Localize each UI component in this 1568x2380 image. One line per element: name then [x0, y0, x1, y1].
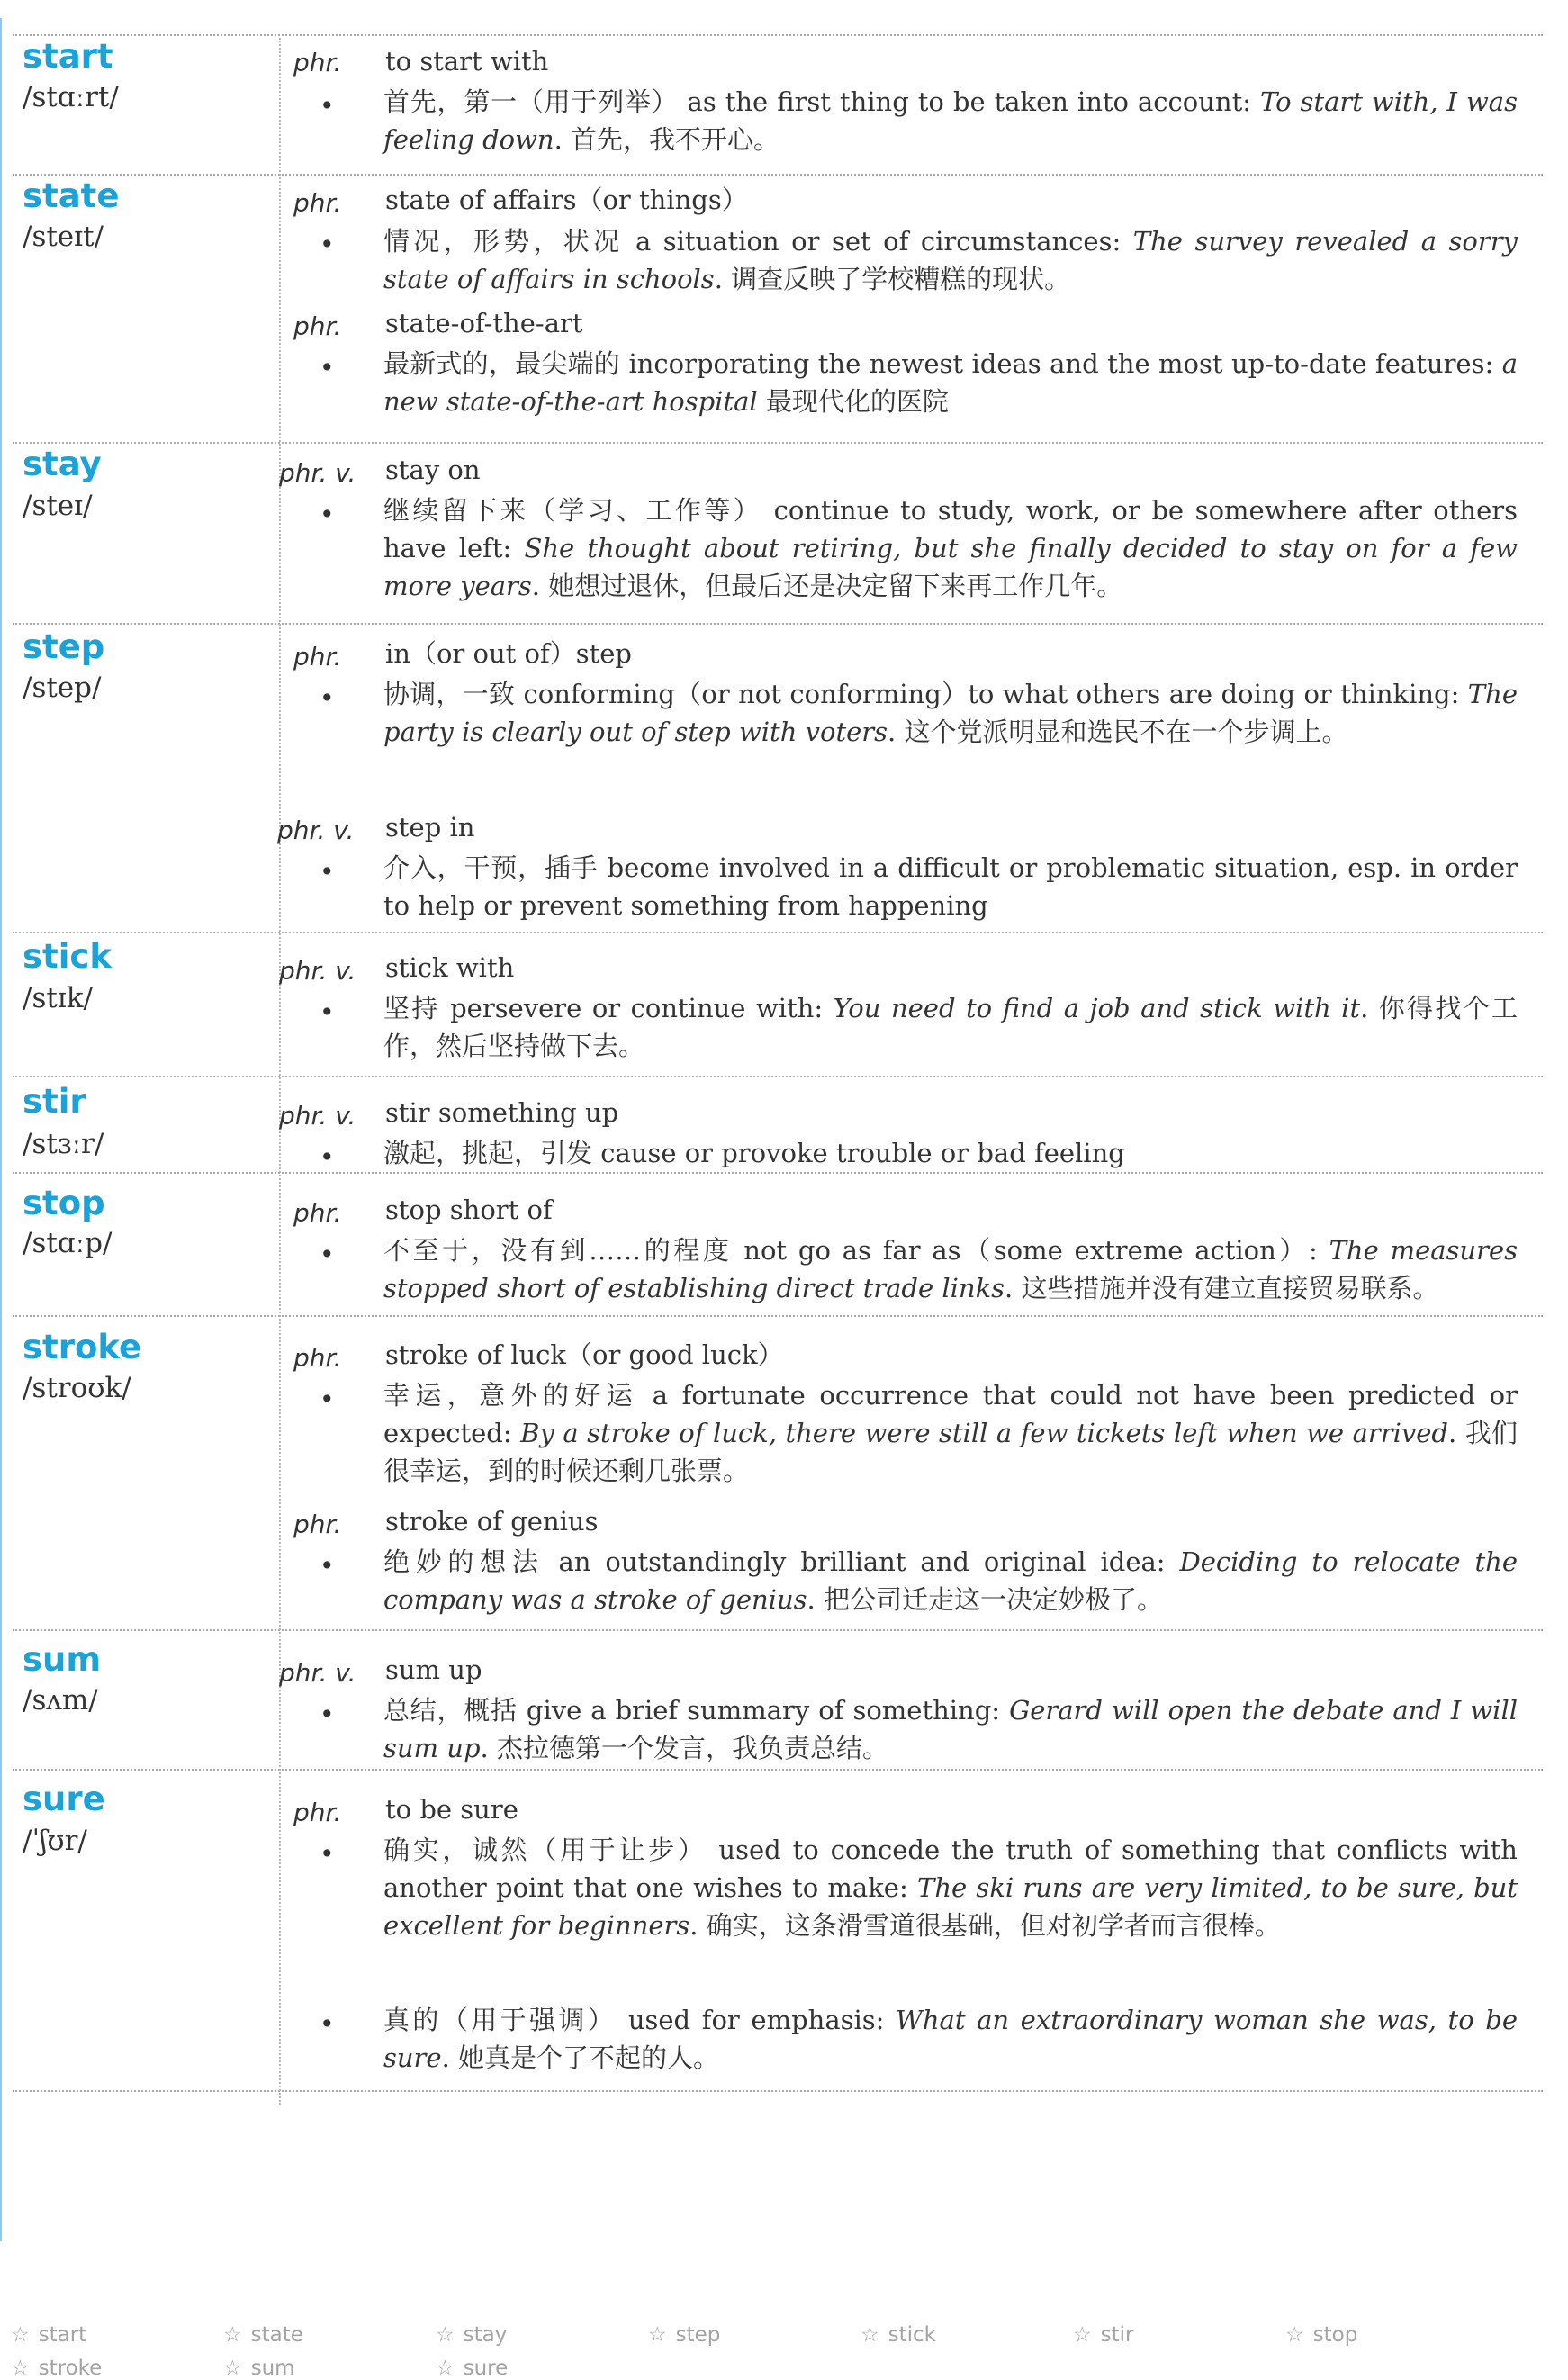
phrase-to-be-sure: to be sure — [385, 1794, 518, 1825]
phrase-to-start-with: to start with — [385, 46, 549, 77]
pronunciation-step: /step/ — [23, 672, 102, 704]
gloss-zh: 确实，诚然（用于让步） — [383, 1835, 707, 1865]
entry-separator — [13, 1172, 1543, 1174]
star-icon: ☆ — [1285, 2323, 1304, 2347]
headword-stick: stick — [23, 937, 112, 976]
gloss-zh: 继续留下来（学习、工作等） — [383, 495, 763, 526]
bullet: • — [320, 997, 335, 1027]
pos-label: phr. v. — [277, 816, 355, 845]
definition-stick-with — [383, 989, 1518, 1065]
entry-separator — [13, 1315, 1543, 1317]
pos-label: phr. — [293, 1510, 342, 1539]
gloss-en: continue to study, work, or be somewhere after others have left: — [383, 495, 1518, 563]
bullet: • — [320, 1839, 335, 1869]
translation: . 首先，我不开心。 — [554, 124, 780, 155]
translation: . 这个党派明显和选民不在一个步调上。 — [888, 717, 1348, 747]
gloss-en: used to concede the truth of something that conflicts with another point that one wishes to make: — [383, 1835, 1518, 1903]
gloss-zh: 介入，干预，插手 — [383, 852, 599, 883]
example: The measures stopped short of establishing direct trade links — [383, 1235, 1518, 1303]
entry-separator — [13, 623, 1543, 625]
entry-separator — [13, 174, 1543, 176]
definition-stroke-of-luck — [383, 1376, 1518, 1490]
star-icon: ☆ — [436, 2323, 455, 2347]
headword-stay: stay — [23, 445, 102, 483]
gloss-en: a fortunate occurrence that could not have been predicted or expected: — [383, 1380, 1518, 1448]
nav-link-stay[interactable]: ☆ stay — [436, 2323, 508, 2347]
gloss-en: conforming（or not conforming）to what others are doing or thinking: — [515, 679, 1468, 709]
bullet: • — [320, 500, 335, 529]
entry-separator — [13, 1769, 1543, 1771]
gloss-en: persevere or continue with: — [439, 993, 834, 1023]
example: She thought about retiring, but she finally decided to stay on for a few more years — [383, 533, 1518, 601]
gloss-zh: 真的（用于强调） — [383, 2005, 617, 2035]
example: The survey revealed a sorry state of affairs in schools — [383, 226, 1518, 294]
example: The ski runs are very limited, to be sure, but excellent for beginners — [383, 1872, 1518, 1941]
nav-link-stop[interactable]: ☆ stop — [1285, 2323, 1358, 2347]
translation: . 调查反映了学校糟糕的现状。 — [714, 264, 1071, 294]
definition-state-of-the-art — [383, 345, 1518, 420]
translation: . 你得找个工作，然后坚持做下去。 — [383, 993, 1518, 1061]
phrase-stroke-of-luck: stroke of luck（or good luck） — [385, 1339, 784, 1370]
bullet: • — [320, 230, 335, 259]
entry-separator — [13, 2090, 1543, 2092]
example: Deciding to relocate the company was a stroke of genius — [383, 1546, 1518, 1615]
gloss-zh: 情况，形势，状况 — [383, 226, 624, 257]
bullet: • — [320, 1384, 335, 1414]
nav-link-start[interactable]: ☆ start — [11, 2323, 87, 2347]
pronunciation-sum: /sʌm/ — [23, 1684, 98, 1717]
gloss-zh: 坚持 — [383, 993, 440, 1023]
definition-sum-up — [383, 1691, 1518, 1767]
star-icon: ☆ — [1073, 2323, 1092, 2347]
entry-separator — [13, 442, 1543, 444]
definition-state-of-affairs — [383, 222, 1518, 298]
pos-label: phr. — [293, 1798, 342, 1827]
pos-label: phr. — [293, 48, 342, 77]
translation: 最现代化的医院 — [757, 386, 949, 417]
bullet: • — [320, 2009, 335, 2039]
phrase-stay-on: stay on — [385, 455, 481, 485]
gloss-en: incorporating the newest ideas and the most up-to-date features: — [620, 348, 1502, 379]
gloss-en: a situation or set of circumstances: — [623, 226, 1133, 257]
star-icon: ☆ — [436, 2357, 455, 2380]
gloss-zh: 协调，一致 — [383, 679, 516, 709]
translation: . 这些措施并没有建立直接贸易联系。 — [1005, 1273, 1439, 1303]
gloss-en: give a brief summary of something: — [517, 1695, 1010, 1726]
nav-link-sum[interactable]: ☆ sum — [223, 2357, 295, 2380]
pos-label: phr. v. — [279, 1101, 356, 1131]
translation: . 她想过退休，但最后还是决定留下来再工作几年。 — [531, 571, 1123, 601]
gloss-en: cause or provoke trouble or bad feeling — [592, 1138, 1125, 1168]
gloss-zh: 最新式的，最尖端的 — [383, 348, 621, 379]
translation: . 我们很幸运，到的时候还剩几张票。 — [383, 1418, 1518, 1486]
bullet: • — [320, 1551, 335, 1581]
phrase-state-of-the-art: state-of-the-art — [385, 308, 583, 338]
column-divider — [279, 38, 281, 2105]
bullet: • — [320, 1699, 335, 1729]
translation: . 把公司迁走这一决定妙极了。 — [807, 1584, 1163, 1615]
definition-to-be-sure-emphasis — [383, 2001, 1518, 2077]
example: You need to find a job and stick with it — [833, 993, 1361, 1023]
entry-separator — [13, 1076, 1543, 1077]
nav-link-stick[interactable]: ☆ stick — [861, 2323, 936, 2347]
headword-stroke: stroke — [23, 1328, 142, 1366]
bullet: • — [320, 857, 335, 887]
gloss-en: not go as far as（some extreme action）: — [732, 1235, 1329, 1266]
pronunciation-stroke: /stroʊk/ — [23, 1372, 131, 1404]
definition-stroke-of-genius — [383, 1543, 1518, 1618]
bullet: • — [320, 91, 335, 121]
bullet: • — [320, 683, 335, 713]
phrase-stroke-of-genius: stroke of genius — [385, 1506, 599, 1537]
gloss-en: as the first thing to be taken into account: — [678, 86, 1261, 117]
headword-sum: sum — [23, 1640, 101, 1679]
definition-stay-on — [383, 491, 1518, 605]
pos-label: phr. — [293, 1198, 342, 1228]
pos-label: phr. v. — [279, 956, 356, 986]
bullet: • — [320, 1240, 335, 1269]
gloss-en: become involved in a difficult or problematic situation, esp. in order to help or prevent something from happening — [383, 852, 1518, 921]
example: What an extraordinary woman she was, to be sure — [383, 2005, 1518, 2073]
example: a new state-of-the-art hospital — [383, 348, 1518, 417]
example: The party is clearly out of step with voters — [383, 679, 1518, 747]
phrase-stick-with: stick with — [385, 952, 515, 983]
pronunciation-start: /stɑːrt/ — [23, 81, 119, 113]
gloss-en: an outstandingly brilliant and original idea: — [544, 1546, 1180, 1577]
star-icon: ☆ — [861, 2323, 879, 2347]
phrase-stir-something-up: stir something up — [385, 1097, 619, 1128]
bullet: • — [320, 1142, 335, 1172]
nav-link-sure[interactable]: ☆ sure — [436, 2357, 509, 2380]
headword-sure: sure — [23, 1780, 105, 1818]
headword-step: step — [23, 627, 105, 666]
star-icon: ☆ — [11, 2323, 30, 2347]
pronunciation-sure: /ˈʃʊr/ — [23, 1825, 87, 1857]
pos-label: phr. — [293, 642, 342, 672]
example: To start with, I was feeling down — [383, 86, 1518, 155]
gloss-en: used for emphasis: — [617, 2005, 897, 2035]
pos-label: phr. v. — [279, 458, 356, 488]
star-icon: ☆ — [648, 2323, 667, 2347]
pronunciation-stick: /stɪk/ — [23, 982, 93, 1014]
star-icon: ☆ — [11, 2357, 30, 2380]
definition-step-in — [383, 849, 1518, 924]
pronunciation-state: /steɪt/ — [23, 221, 104, 253]
headword-state: state — [23, 176, 120, 215]
headword-start: start — [23, 37, 113, 76]
entry-separator — [13, 932, 1543, 933]
star-icon: ☆ — [223, 2323, 242, 2347]
nav-link-state[interactable]: ☆ state — [223, 2323, 303, 2347]
left-margin-rule — [0, 18, 2, 2241]
headword-stop: stop — [23, 1184, 105, 1222]
gloss-zh: 激起，挑起，引发 — [383, 1138, 593, 1168]
headword-stir: stir — [23, 1082, 86, 1121]
gloss-zh: 总结，概括 — [383, 1695, 518, 1726]
phrase-sum-up: sum up — [385, 1654, 482, 1685]
example: By a stroke of luck, there were still a few tickets left when we arrived — [520, 1418, 1448, 1448]
pronunciation-stir: /stɜːr/ — [23, 1128, 104, 1160]
pos-label: phr. — [293, 1343, 342, 1373]
nav-link-stroke[interactable]: ☆ stroke — [11, 2357, 103, 2380]
gloss-zh: 幸运，意外的好运 — [383, 1380, 639, 1411]
example: Gerard will open the debate and I will sum up — [383, 1695, 1518, 1763]
pronunciation-stop: /stɑːp/ — [23, 1227, 113, 1259]
phrase-state-of-affairs: state of affairs（or things） — [385, 185, 748, 215]
entry-separator — [13, 1629, 1543, 1631]
phrase-stop-short-of: stop short of — [385, 1195, 553, 1225]
translation: . 她真是个了不起的人。 — [441, 2042, 720, 2073]
definition-to-be-sure-concede — [383, 1831, 1518, 1944]
translation: . 杰拉德第一个发言，我负责总结。 — [480, 1733, 888, 1763]
definition-stir-something-up — [383, 1134, 1518, 1172]
definition-in-step — [383, 675, 1518, 751]
pronunciation-stay: /steɪ/ — [23, 490, 93, 522]
pos-label: phr. — [293, 311, 342, 341]
definition-stop-short-of — [383, 1231, 1518, 1307]
entry-separator — [13, 34, 1543, 36]
bullet: • — [320, 353, 335, 383]
phrase-in-step: in（or out of）step — [385, 638, 632, 669]
gloss-zh: 不至于，没有到……的程度 — [383, 1235, 733, 1266]
definition-to-start-with — [383, 83, 1518, 158]
phrase-step-in: step in — [385, 812, 475, 843]
pos-label: phr. v. — [279, 1658, 356, 1688]
pos-label: phr. — [293, 188, 342, 218]
gloss-zh: 首先，第一（用于列举） — [383, 86, 679, 117]
translation: . 确实，这条滑雪道很基础，但对初学者而言很棒。 — [689, 1910, 1281, 1941]
nav-link-step[interactable]: ☆ step — [648, 2323, 721, 2347]
nav-link-stir[interactable]: ☆ stir — [1073, 2323, 1134, 2347]
gloss-zh: 绝妙的想法 — [383, 1546, 545, 1577]
star-icon: ☆ — [223, 2357, 242, 2380]
